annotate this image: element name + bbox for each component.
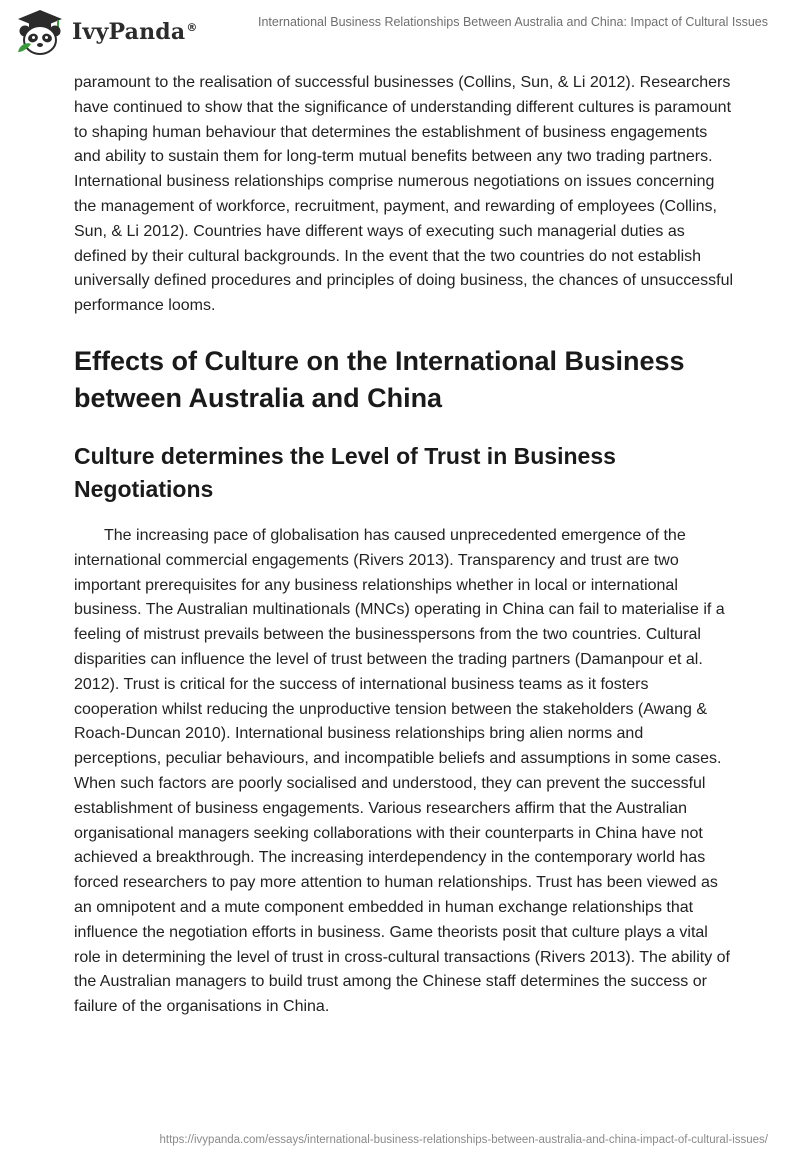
page-header bbox=[0, 0, 800, 64]
section-heading: Effects of Culture on the International Business between Australia and China bbox=[74, 345, 685, 413]
footer-url[interactable]: https://ivypanda.com/essays/international-business-relationships-between-australia-and-china-impact-of-cultural-issues/ bbox=[159, 1134, 768, 1146]
panda-graduate-icon bbox=[14, 8, 66, 56]
ivypanda-logo[interactable] bbox=[14, 8, 198, 56]
body-paragraph: The increasing pace of globalisation has caused unprecedented emergence of the international commercial engagements (Rivers 2013). Transparency and trust are two important prerequisites for any business relationships whether in local or international business. The Australian multinationals (MNCs) operating in China can fail to materialise if a feeling of mistrust prevails between the businesspersons from the two countries. Cultural disparities can influence the level of trust between the trading partners (Damanpour et al. 2012). Trust is critical for the success of international business teams as it fosters cooperation whilst reducing the unproductive tension between the stakeholders (Awang & Roach-Duncan 2010). International business relationships bring alien norms and perceptions, peculiar behaviours, and incompatible beliefs and assumptions in some cases. When such factors are poorly socialised and understood, they can prevent the successful establishment of business engagements. Various researchers affirm that the Australian organisational managers seeking collaborations with their counterparts in China have not achieved a breakthrough. The increasing interdependency in the contemporary world has forced researchers to pay more attention to human relationships. Trust has been viewed as an omnipotent and a mute component embedded in human exchange relationships that influence the negotiation efforts in business. Game theorists posit that culture plays a vital role in determining the level of trust in cross-cultural transactions (Rivers 2013). The ability of the Australian managers to build trust among the Chinese staff determines the success or failure of the organisations in China. bbox=[74, 526, 730, 1016]
document-title: International Business Relationships Between Australia and China: Impact of Cultural Issues bbox=[257, 15, 768, 29]
essay-content bbox=[74, 71, 734, 1020]
logo-wordmark: IvyPanda® bbox=[72, 19, 198, 45]
registered-mark: ® bbox=[186, 20, 198, 34]
subsection-heading: Culture determines the Level of Trust in Business Negotiations bbox=[74, 442, 616, 502]
intro-paragraph: paramount to the realisation of successful businesses (Collins, Sun, & Li 2012). Researchers have continued to show that the significance of understanding different cultures is paramount to shaping human behaviour that determines the establishment of business engagements and ability to sustain them for long-term mutual benefits between any two trading partners. International business relationships comprise numerous negotiations on issues concerning the management of workforce, recruitment, payment, and rewarding of employees (Collins, Sun, & Li 2012). Countries have different ways of executing such managerial duties as defined by their cultural backgrounds. In the event that the two countries do not establish universally defined procedures and principles of doing business, the chances of unsuccessful performance looms. bbox=[74, 74, 734, 315]
